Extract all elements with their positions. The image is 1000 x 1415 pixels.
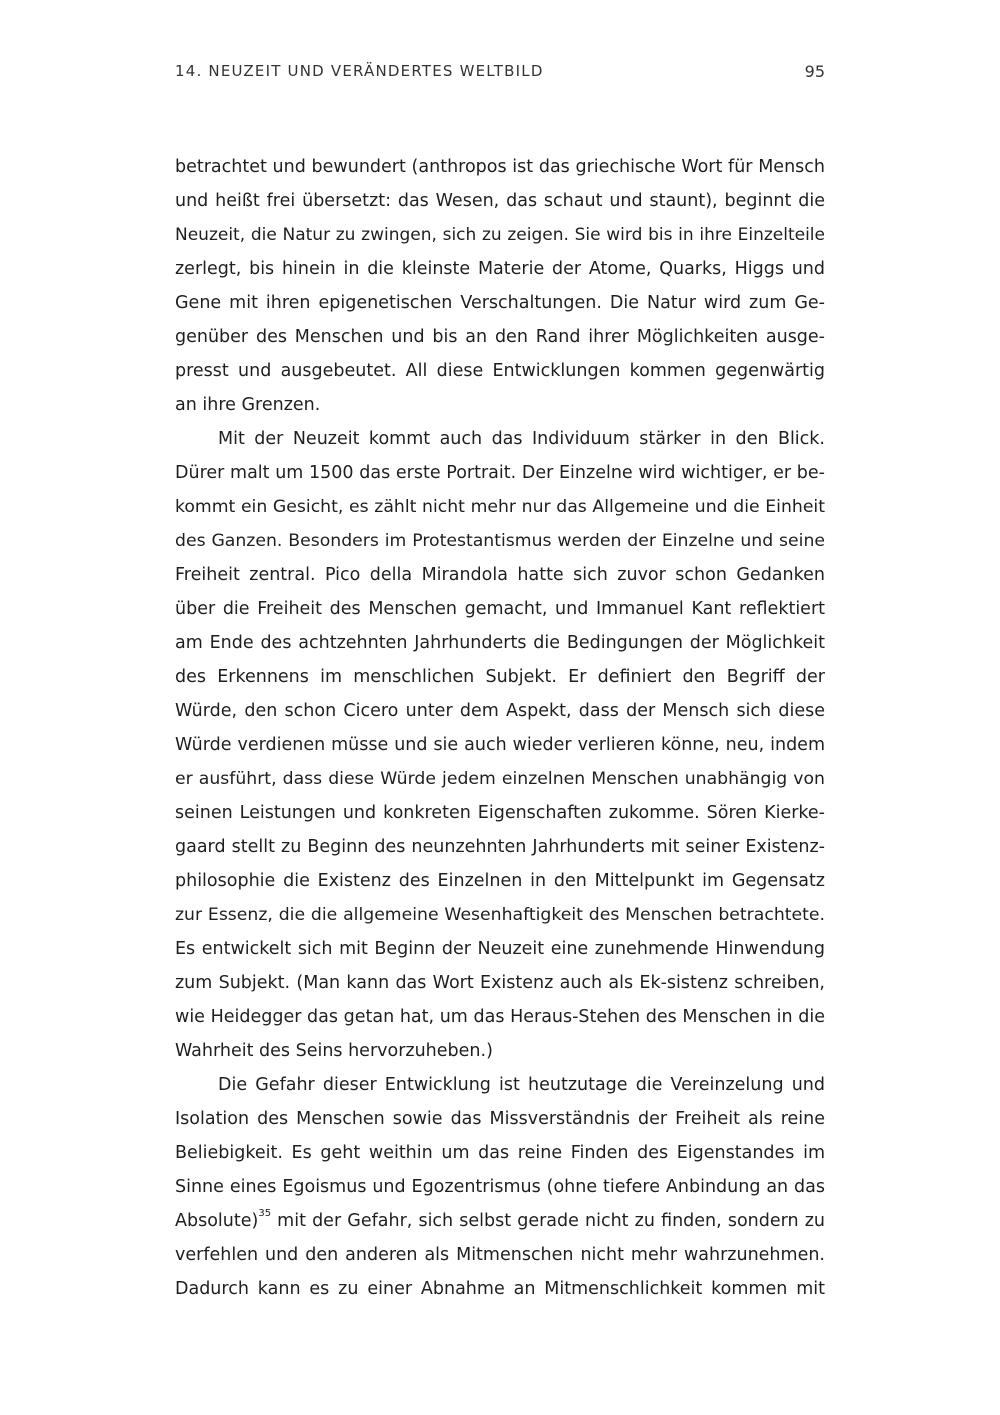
text-line: an ihre Grenzen. [175, 395, 321, 415]
text-line: Isolation des Menschen sowie das Missverständnis der Freiheit als reine [175, 1109, 825, 1129]
text-line-with-footnote [175, 1204, 825, 1238]
text-segment: Absolute) [175, 1211, 259, 1231]
text-line: des Erkennens im menschlichen Subjekt. Er definiert den Begriff der [175, 667, 825, 687]
running-head-title: 14. NEUZEIT UND VERÄNDERTES WELTBILD [175, 62, 544, 80]
text-line-paragraph-start: Mit der Neuzeit kommt auch das Individuum stärker in den Blick. [218, 429, 825, 449]
text-line: Es entwickelt sich mit Beginn der Neuzeit eine zunehmende Hinwendung [175, 939, 825, 959]
text-line: Sinne eines Egoismus und Egozentrismus (ohne tiefere Anbindung an das [175, 1177, 825, 1197]
body-text [175, 150, 825, 1306]
text-line: verfehlen und den anderen als Mitmenschen nicht mehr wahrzunehmen. [175, 1245, 825, 1265]
text-line: Gene mit ihren epigenetischen Verschaltungen. Die Natur wird zum Ge- [175, 293, 825, 313]
text-segment: mit der Gefahr, sich selbst gerade nicht zu finden, sondern zu [271, 1211, 825, 1231]
footnote-reference[interactable]: 35 [258, 1208, 272, 1219]
text-line: kommt ein Gesicht, es zählt nicht mehr nur das Allgemeine und die Einheit [175, 497, 825, 517]
text-line: zur Essenz, die die allgemeine Wesenhaftigkeit des Menschen betrachtete. [175, 905, 825, 925]
text-line: presst und ausgebeutet. All diese Entwicklungen kommen gegenwärtig [175, 361, 825, 381]
text-line: Wahrheit des Seins hervorzuheben.) [175, 1041, 493, 1061]
text-line: Würde, den schon Cicero unter dem Aspekt, dass der Mensch sich diese [175, 701, 825, 721]
text-line: genüber des Menschen und bis an den Rand ihrer Möglichkeiten ausge- [175, 327, 825, 347]
text-line: über die Freiheit des Menschen gemacht, und Immanuel Kant reflektiert [175, 599, 825, 619]
text-line: und heißt frei übersetzt: das Wesen, das schaut und staunt), beginnt die [175, 191, 825, 211]
text-line: er ausführt, dass diese Würde jedem einzelnen Menschen unabhängig von [175, 769, 825, 789]
text-line: Beliebigkeit. Es geht weithin um das reine Finden des Eigenstandes im [175, 1143, 825, 1163]
text-line: zerlegt, bis hinein in die kleinste Materie der Atome, Quarks, Higgs und [175, 259, 825, 279]
text-line: Freiheit zentral. Pico della Mirandola hatte sich zuvor schon Gedanken [175, 565, 825, 585]
text-line: des Ganzen. Besonders im Protestantismus werden der Einzelne und seine [175, 531, 825, 551]
text-line: philosophie die Existenz des Einzelnen in den Mittelpunkt im Gegensatz [175, 871, 825, 891]
text-line: wie Heidegger das getan hat, um das Heraus-Stehen des Menschen in die [175, 1007, 825, 1027]
text-line: seinen Leistungen und konkreten Eigenschaften zukomme. Sören Kierke- [175, 803, 825, 823]
text-line: Dadurch kann es zu einer Abnahme an Mitmenschlichkeit kommen mit [175, 1279, 825, 1299]
text-line: zum Subjekt. (Man kann das Wort Existenz auch als Ek-sistenz schreiben, [175, 973, 825, 993]
text-line: Neuzeit, die Natur zu zwingen, sich zu zeigen. Sie wird bis in ihre Einzelteile [175, 225, 825, 245]
text-line: Würde verdienen müsse und sie auch wieder verlieren könne, neu, indem [175, 735, 825, 755]
text-line: gaard stellt zu Beginn des neunzehnten Jahrhunderts mit seiner Existenz- [175, 837, 825, 857]
text-line: betrachtet und bewundert (anthropos ist das griechische Wort für Mensch [175, 157, 825, 177]
text-line-paragraph-start: Die Gefahr dieser Entwicklung ist heutzutage die Vereinzelung und [218, 1075, 825, 1095]
text-line: am Ende des achtzehnten Jahrhunderts die Bedingungen der Möglichkeit [175, 633, 825, 653]
page-number: 95 [804, 62, 825, 81]
text-line: Dürer malt um 1500 das erste Portrait. Der Einzelne wird wichtiger, er be- [175, 463, 825, 483]
